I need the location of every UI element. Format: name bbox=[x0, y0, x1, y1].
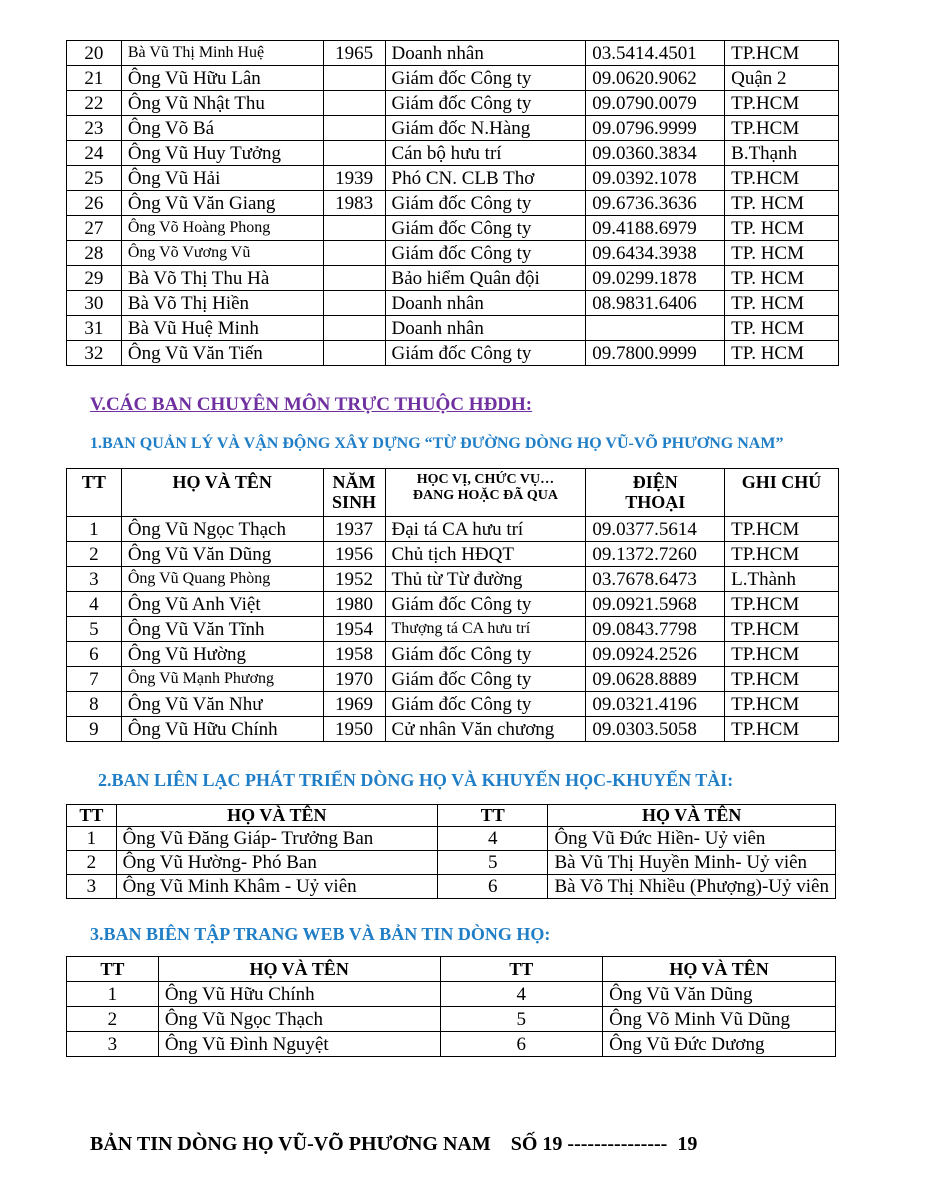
table-row bbox=[67, 191, 839, 216]
cell-name: Ông Vũ Văn Như bbox=[121, 692, 323, 717]
cell-phone: 09.0843.7798 bbox=[586, 617, 725, 642]
header-phone-line1: ĐIỆN bbox=[632, 472, 678, 492]
header-phone bbox=[586, 469, 725, 517]
cell-role: Giám đốc Công ty bbox=[385, 191, 586, 216]
table-row bbox=[67, 266, 839, 291]
cell-tt: 6 bbox=[440, 1032, 603, 1057]
cell-phone: 08.9831.6406 bbox=[586, 291, 725, 316]
cell-note: Quận 2 bbox=[725, 66, 839, 91]
cell-tt: 5 bbox=[438, 851, 548, 875]
cell-tt: 27 bbox=[67, 216, 122, 241]
cell-phone: 09.6434.3938 bbox=[586, 241, 725, 266]
table-row bbox=[67, 241, 839, 266]
cell-birth-year: 1956 bbox=[323, 542, 385, 567]
cell-phone: 09.0299.1878 bbox=[586, 266, 725, 291]
cell-role: Giám đốc Công ty bbox=[385, 241, 586, 266]
table-row bbox=[67, 41, 839, 66]
cell-phone: 03.7678.6473 bbox=[586, 567, 725, 592]
header-name: HỌ VÀ TÊN bbox=[121, 469, 323, 517]
cell-phone: 09.0921.5968 bbox=[586, 592, 725, 617]
cell-phone: 09.0392.1078 bbox=[586, 166, 725, 191]
board3-table-body bbox=[67, 982, 836, 1057]
table-row bbox=[67, 667, 839, 692]
cell-phone: 09.0628.8889 bbox=[586, 667, 725, 692]
cell-birth-year: 1958 bbox=[323, 642, 385, 667]
cell-note: TP. HCM bbox=[725, 341, 839, 366]
cell-name: Ông Vũ Đình Nguyệt bbox=[158, 1032, 440, 1057]
board1-heading: 1.BAN QUẢN LÝ VÀ VẬN ĐỘNG XÂY DỰNG “TỪ ĐƯỜNG DÒNG HỌ VŨ-VÕ PHƯƠNG NAM” bbox=[90, 435, 784, 452]
cell-phone: 09.1372.7260 bbox=[586, 542, 725, 567]
cell-birth-year bbox=[323, 341, 385, 366]
cell-tt: 6 bbox=[67, 642, 122, 667]
cell-name: Bà Võ Thị Thu Hà bbox=[121, 266, 323, 291]
cell-birth-year: 1970 bbox=[323, 667, 385, 692]
cell-birth-year bbox=[323, 266, 385, 291]
cell-name: Ông Vũ Đăng Giáp- Trưởng Ban bbox=[116, 827, 437, 851]
cell-name: Ông Vũ Huy Tưởng bbox=[121, 141, 323, 166]
table-row bbox=[67, 291, 839, 316]
cell-phone: 09.7800.9999 bbox=[586, 341, 725, 366]
cell-name: Ông Vũ Ngọc Thạch bbox=[121, 517, 323, 542]
header-name: HỌ VÀ TÊN bbox=[548, 805, 836, 827]
cell-note: TP.HCM bbox=[725, 592, 839, 617]
cell-note: TP.HCM bbox=[725, 116, 839, 141]
header-name: HỌ VÀ TÊN bbox=[603, 957, 836, 982]
cell-tt: 2 bbox=[67, 1007, 159, 1032]
cell-name: Ông Vũ Nhật Thu bbox=[121, 91, 323, 116]
cell-name: Ông Vũ Văn Tĩnh bbox=[121, 617, 323, 642]
cell-name: Ông Vũ Văn Giang bbox=[121, 191, 323, 216]
cell-tt: 30 bbox=[67, 291, 122, 316]
cell-tt: 25 bbox=[67, 166, 122, 191]
table-row bbox=[67, 166, 839, 191]
cell-name: Bà Vũ Thị Minh Huệ bbox=[121, 41, 323, 66]
cell-role: Giám đốc Công ty bbox=[385, 692, 586, 717]
cell-tt: 26 bbox=[67, 191, 122, 216]
cell-tt: 1 bbox=[67, 982, 159, 1007]
table-row bbox=[67, 567, 839, 592]
cell-name: Ông Vũ Hải bbox=[121, 166, 323, 191]
table-row bbox=[67, 66, 839, 91]
cell-note: TP.HCM bbox=[725, 717, 839, 742]
cell-tt: 3 bbox=[67, 875, 117, 899]
cell-birth-year: 1980 bbox=[323, 592, 385, 617]
cell-name: Ông Vũ Đức Hiền- Uỷ viên bbox=[548, 827, 836, 851]
cell-note: TP.HCM bbox=[725, 542, 839, 567]
cell-phone: 03.5414.4501 bbox=[586, 41, 725, 66]
cell-phone: 09.4188.6979 bbox=[586, 216, 725, 241]
cell-tt: 2 bbox=[67, 851, 117, 875]
cell-note: TP.HCM bbox=[725, 517, 839, 542]
cell-birth-year bbox=[323, 91, 385, 116]
cell-name: Bà Võ Thị Hiền bbox=[121, 291, 323, 316]
cell-birth-year bbox=[323, 141, 385, 166]
cell-role: Giám đốc Công ty bbox=[385, 91, 586, 116]
cell-tt: 31 bbox=[67, 316, 122, 341]
page-footer: BẢN TIN DÒNG HỌ VŨ-VÕ PHƯƠNG NAM SỐ 19 --------------- 19 bbox=[90, 1133, 698, 1155]
cell-name: Ông Vũ Văn Dũng bbox=[121, 542, 323, 567]
table-row bbox=[67, 875, 836, 899]
section-v-heading: V.CÁC BAN CHUYÊN MÔN TRỰC THUỘC HĐDH: bbox=[90, 394, 533, 415]
cell-name: Ông Vũ Đức Dương bbox=[603, 1032, 836, 1057]
cell-birth-year: 1950 bbox=[323, 717, 385, 742]
cell-role: Giám đốc Công ty bbox=[385, 341, 586, 366]
table-row bbox=[67, 341, 839, 366]
cell-name: Ông Vũ Hữu Chính bbox=[121, 717, 323, 742]
cell-phone: 09.0377.5614 bbox=[586, 517, 725, 542]
cell-phone: 09.0620.9062 bbox=[586, 66, 725, 91]
cell-tt: 7 bbox=[67, 667, 122, 692]
cell-note: TP. HCM bbox=[725, 266, 839, 291]
table-row bbox=[67, 617, 839, 642]
cell-birth-year bbox=[323, 66, 385, 91]
cell-birth-year: 1965 bbox=[323, 41, 385, 66]
header-name: HỌ VÀ TÊN bbox=[116, 805, 437, 827]
cell-name: Ông Vũ Hường- Phó Ban bbox=[116, 851, 437, 875]
cell-birth-year bbox=[323, 241, 385, 266]
cell-name: Ông Vũ Minh Khâm - Uỷ viên bbox=[116, 875, 437, 899]
cell-role: Doanh nhân bbox=[385, 41, 586, 66]
header-phone-line2: THOẠI bbox=[625, 492, 686, 512]
board3-table bbox=[66, 956, 836, 1057]
cell-tt: 2 bbox=[67, 542, 122, 567]
cell-tt: 3 bbox=[67, 1032, 159, 1057]
cell-tt: 20 bbox=[67, 41, 122, 66]
cell-name: Ông Vũ Hữu Chính bbox=[158, 982, 440, 1007]
cell-name: Ông Vũ Văn Dũng bbox=[603, 982, 836, 1007]
cell-name: Ông Vũ Anh Việt bbox=[121, 592, 323, 617]
cell-role: Doanh nhân bbox=[385, 316, 586, 341]
board2-header-row bbox=[67, 805, 836, 827]
cell-phone: 09.6736.3636 bbox=[586, 191, 725, 216]
cell-phone: 09.0790.0079 bbox=[586, 91, 725, 116]
cell-note: TP. HCM bbox=[725, 291, 839, 316]
cell-role: Thủ từ Từ đường bbox=[385, 567, 586, 592]
cell-birth-year bbox=[323, 316, 385, 341]
cell-tt: 4 bbox=[440, 982, 603, 1007]
header-birth-line1: NĂM bbox=[332, 472, 376, 492]
board3-heading: 3.BAN BIÊN TẬP TRANG WEB VÀ BẢN TIN DÒNG HỌ: bbox=[90, 924, 551, 944]
table-row bbox=[67, 827, 836, 851]
cell-role: Chủ tịch HĐQT bbox=[385, 542, 586, 567]
cell-role: Phó CN. CLB Thơ bbox=[385, 166, 586, 191]
header-role-line1: HỌC VỊ, CHỨC VỤ… bbox=[416, 472, 555, 487]
header-name: HỌ VÀ TÊN bbox=[158, 957, 440, 982]
header-birth-line2: SINH bbox=[332, 492, 377, 512]
table-row bbox=[67, 141, 839, 166]
table-row bbox=[67, 1032, 836, 1057]
board1-table bbox=[66, 468, 839, 742]
cell-name: Bà Võ Thị Nhiều (Phượng)-Uỷ viên bbox=[548, 875, 836, 899]
board2-table-body bbox=[67, 827, 836, 899]
cell-note: TP. HCM bbox=[725, 241, 839, 266]
table-row bbox=[67, 642, 839, 667]
cell-tt: 23 bbox=[67, 116, 122, 141]
board2-table bbox=[66, 804, 836, 899]
cell-name: Ông Vũ Ngọc Thạch bbox=[158, 1007, 440, 1032]
cell-note: TP.HCM bbox=[725, 41, 839, 66]
cell-birth-year bbox=[323, 291, 385, 316]
cell-tt: 1 bbox=[67, 827, 117, 851]
cell-name: Ông Vũ Hữu Lân bbox=[121, 66, 323, 91]
cell-birth-year: 1954 bbox=[323, 617, 385, 642]
cell-name: Ông Võ Minh Vũ Dũng bbox=[603, 1007, 836, 1032]
cell-note: TP.HCM bbox=[725, 166, 839, 191]
cell-note: TP.HCM bbox=[725, 692, 839, 717]
table-row bbox=[67, 982, 836, 1007]
cell-tt: 32 bbox=[67, 341, 122, 366]
cell-tt: 6 bbox=[438, 875, 548, 899]
cell-tt: 5 bbox=[67, 617, 122, 642]
cell-note: TP.HCM bbox=[725, 617, 839, 642]
cell-name: Ông Võ Bá bbox=[121, 116, 323, 141]
cell-tt: 21 bbox=[67, 66, 122, 91]
cell-tt: 1 bbox=[67, 517, 122, 542]
cell-phone: 09.0303.5058 bbox=[586, 717, 725, 742]
cell-tt: 9 bbox=[67, 717, 122, 742]
cell-note: B.Thạnh bbox=[725, 141, 839, 166]
cell-role: Đại tá CA hưu trí bbox=[385, 517, 586, 542]
cell-note: TP. HCM bbox=[725, 216, 839, 241]
header-tt: TT bbox=[67, 957, 159, 982]
cell-phone bbox=[586, 316, 725, 341]
cell-birth-year bbox=[323, 216, 385, 241]
cell-name: Ông Vũ Mạnh Phương bbox=[121, 667, 323, 692]
cell-name: Ông Vũ Quang Phòng bbox=[121, 567, 323, 592]
cell-tt: 4 bbox=[67, 592, 122, 617]
cell-name: Ông Võ Vương Vũ bbox=[121, 241, 323, 266]
table-row bbox=[67, 316, 839, 341]
cell-name: Ông Vũ Hường bbox=[121, 642, 323, 667]
cell-note: TP.HCM bbox=[725, 667, 839, 692]
cell-role: Doanh nhân bbox=[385, 291, 586, 316]
cell-note: TP. HCM bbox=[725, 316, 839, 341]
cell-name: Bà Vũ Thị Huyền Minh- Uỷ viên bbox=[548, 851, 836, 875]
header-role bbox=[385, 469, 586, 517]
cell-role: Cán bộ hưu trí bbox=[385, 141, 586, 166]
cell-role: Giám đốc Công ty bbox=[385, 592, 586, 617]
cell-phone: 09.0321.4196 bbox=[586, 692, 725, 717]
cell-note: TP.HCM bbox=[725, 642, 839, 667]
table-row bbox=[67, 116, 839, 141]
table-row bbox=[67, 517, 839, 542]
cell-tt: 29 bbox=[67, 266, 122, 291]
cell-role: Giám đốc Công ty bbox=[385, 66, 586, 91]
cell-role: Giám đốc Công ty bbox=[385, 642, 586, 667]
member-table-body bbox=[67, 41, 839, 366]
cell-name: Bà Vũ Huệ Minh bbox=[121, 316, 323, 341]
cell-tt: 28 bbox=[67, 241, 122, 266]
cell-role: Cử nhân Văn chương bbox=[385, 717, 586, 742]
header-note: GHI CHÚ bbox=[725, 469, 839, 517]
cell-tt: 3 bbox=[67, 567, 122, 592]
cell-birth-year: 1969 bbox=[323, 692, 385, 717]
cell-name: Ông Vũ Văn Tiến bbox=[121, 341, 323, 366]
cell-birth-year: 1939 bbox=[323, 166, 385, 191]
cell-note: TP.HCM bbox=[725, 91, 839, 116]
cell-phone: 09.0796.9999 bbox=[586, 116, 725, 141]
cell-role: Giám đốc Công ty bbox=[385, 667, 586, 692]
header-tt: TT bbox=[440, 957, 603, 982]
header-role-line2: ĐANG HOẶC ĐÃ QUA bbox=[412, 488, 558, 503]
table-row bbox=[67, 692, 839, 717]
table-row bbox=[67, 216, 839, 241]
table-row bbox=[67, 91, 839, 116]
cell-tt: 24 bbox=[67, 141, 122, 166]
table-row bbox=[67, 851, 836, 875]
cell-tt: 22 bbox=[67, 91, 122, 116]
cell-birth-year: 1983 bbox=[323, 191, 385, 216]
board3-header-row bbox=[67, 957, 836, 982]
table-row bbox=[67, 717, 839, 742]
cell-birth-year: 1937 bbox=[323, 517, 385, 542]
header-tt: TT bbox=[67, 805, 117, 827]
cell-birth-year: 1952 bbox=[323, 567, 385, 592]
cell-tt: 4 bbox=[438, 827, 548, 851]
cell-role: Giám đốc Công ty bbox=[385, 216, 586, 241]
cell-birth-year bbox=[323, 116, 385, 141]
table-row bbox=[67, 592, 839, 617]
header-tt: TT bbox=[67, 469, 122, 517]
cell-note: TP. HCM bbox=[725, 191, 839, 216]
header-tt: TT bbox=[438, 805, 548, 827]
member-table-continued bbox=[66, 40, 839, 366]
cell-tt: 5 bbox=[440, 1007, 603, 1032]
cell-tt: 8 bbox=[67, 692, 122, 717]
cell-role: Bảo hiểm Quân đội bbox=[385, 266, 586, 291]
board2-heading: 2.BAN LIÊN LẠC PHÁT TRIỂN DÒNG HỌ VÀ KHUYẾN HỌC-KHUYẾN TÀI: bbox=[98, 770, 734, 790]
header-birth-year bbox=[323, 469, 385, 517]
cell-role: Thượng tá CA hưu trí bbox=[385, 617, 586, 642]
cell-role: Giám đốc N.Hàng bbox=[385, 116, 586, 141]
table-row bbox=[67, 542, 839, 567]
table-row bbox=[67, 1007, 836, 1032]
cell-phone: 09.0924.2526 bbox=[586, 642, 725, 667]
board1-table-body bbox=[67, 517, 839, 742]
cell-phone: 09.0360.3834 bbox=[586, 141, 725, 166]
cell-name: Ông Võ Hoàng Phong bbox=[121, 216, 323, 241]
board1-header-row bbox=[67, 469, 839, 517]
cell-note: L.Thành bbox=[725, 567, 839, 592]
